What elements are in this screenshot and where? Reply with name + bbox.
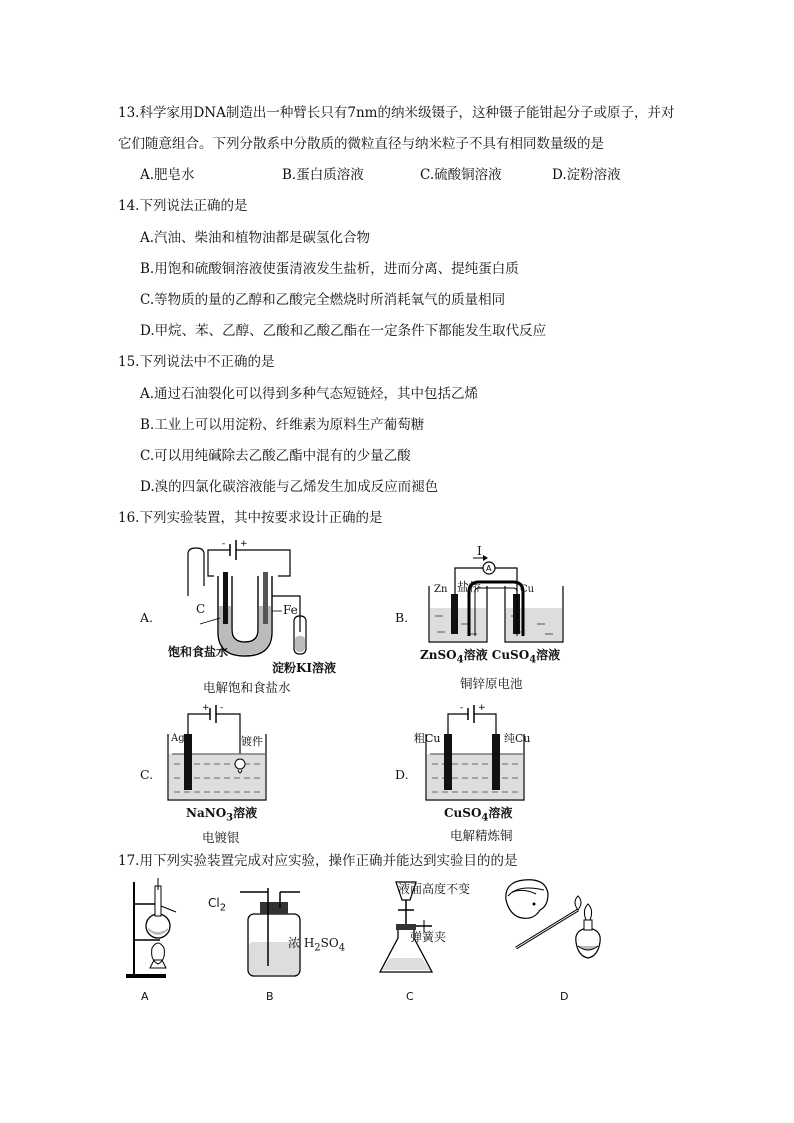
q13-line2: 它们随意组合。下列分散系中分散质的微粒直径与纳米粒子不具有相同数量级的是 (118, 136, 604, 152)
q13-option-d: D.淀粉溶液 (552, 167, 621, 183)
q16-d-right-electrode-label: 纯Cu (504, 732, 531, 745)
q16-a-letter: A. (140, 610, 154, 625)
q17-d-letter: D (560, 990, 569, 1003)
q17-b-acid-label: 浓 $H_2SO_4$ (288, 936, 346, 954)
q15-option-b: B.工业上可以用淀粉、纤维素为原料生产葡萄糖 (140, 417, 425, 433)
q16-d-diagram (424, 704, 526, 804)
q13-option-a: A.肥皂水 (140, 167, 195, 183)
q16-c-letter: C. (140, 767, 154, 782)
q16-c-right-electrode-label: 镀件 (241, 735, 263, 748)
svg-text:A: A (486, 564, 492, 573)
q13-option-b: B.蛋白质溶液 (282, 167, 364, 183)
svg-text:-: - (222, 539, 226, 549)
q16-c-caption: 电镀银 (202, 830, 240, 845)
q15-stem: 15.下列说法中不正确的是 (118, 354, 275, 370)
q16-b-current-label: I (477, 544, 482, 558)
q16-a-liquid-label: 饱和食盐水 (168, 645, 229, 659)
q17-b-gas-label: $Cl_2$ (208, 896, 227, 914)
q16-b-bridge-label: 盐桥 (457, 580, 482, 594)
q16-d-left-electrode-label: 粗Cu (414, 732, 441, 745)
q15-option-a: A.通过石油裂化可以得到多种气态短链烃，其中包括乙烯 (140, 386, 479, 402)
q14-option-a: A.汽油、柴油和植物油都是碳氢化合物 (140, 230, 371, 246)
q17-c-letter: C (406, 990, 414, 1003)
q14-option-d: D.甲烷、苯、乙醇、乙酸和乙酸乙酯在一定条件下都能发生取代反应 (140, 323, 547, 339)
q17-c-top-label: 液面高度不变 (398, 882, 471, 896)
q16-a-right-electrode-label: Fe (283, 603, 298, 617)
q16-b-caption: 铜锌原电池 (460, 676, 523, 691)
q16-b-letter: B. (395, 610, 409, 625)
svg-text:-: - (220, 704, 224, 713)
q16-a-caption: 电解饱和食盐水 (203, 680, 291, 695)
q14-stem: 14.下列说法正确的是 (118, 198, 248, 214)
svg-text:+: + (240, 539, 248, 549)
q17-b-letter: B (266, 990, 274, 1003)
q16-b-solution-label: ZnSO$_4$溶液 CuSO$_4$溶液 (420, 648, 561, 666)
q13-line1: 13.科学家用DNA制造出一种臂长只有7nm的纳米级镊子，这种镊子能钳起分子或原子，并对 (118, 105, 675, 121)
q14-option-b: B.用饱和硫酸铜溶液使蛋清液发生盐析，进而分离、提纯蛋白质 (140, 261, 519, 277)
q15-option-c: C.可以用纯碱除去乙酸乙酯中混有的少量乙酸 (140, 448, 411, 464)
q16-d-letter: D. (395, 767, 409, 782)
q17-c-clip-label: 弹簧夹 (410, 930, 447, 944)
q16-c-solution-label: NaNO$_3$溶液 (186, 806, 258, 824)
q17-stem: 17.用下列实验装置完成对应实验，操作正确并能达到实验目的的是 (118, 853, 518, 869)
q16-stem: 16.下列实验装置，其中按要求设计正确的是 (118, 510, 383, 526)
q16-c-diagram (166, 704, 270, 804)
q16-b-diagram (425, 546, 567, 646)
q16-b-right-electrode-label: Cu (520, 584, 535, 595)
svg-text:+: + (478, 704, 486, 713)
svg-text:-: - (460, 704, 464, 713)
q16-a-left-electrode-label: C (196, 602, 206, 616)
q14-option-c: C.等物质的量的乙醇和乙酸完全燃烧时所消耗氧气的质量相同 (140, 292, 506, 308)
svg-text:+: + (202, 704, 210, 713)
q15-option-d: D.溴的四氯化碳溶液能与乙烯发生加成反应而褪色 (140, 479, 439, 495)
q16-a-tube-label: 淀粉KI溶液 (272, 661, 337, 675)
q16-b-left-electrode-label: Zn (434, 584, 448, 595)
q16-d-caption: 电解精炼铜 (450, 828, 513, 843)
q17-a-diagram (120, 876, 180, 980)
q17-d-diagram (494, 876, 618, 966)
q13-option-c: C.硫酸铜溶液 (420, 167, 502, 183)
q16-c-left-electrode-label: Ag (171, 733, 185, 744)
q16-d-solution-label: CuSO$_4$溶液 (444, 806, 513, 824)
q17-a-letter: A (141, 990, 149, 1003)
